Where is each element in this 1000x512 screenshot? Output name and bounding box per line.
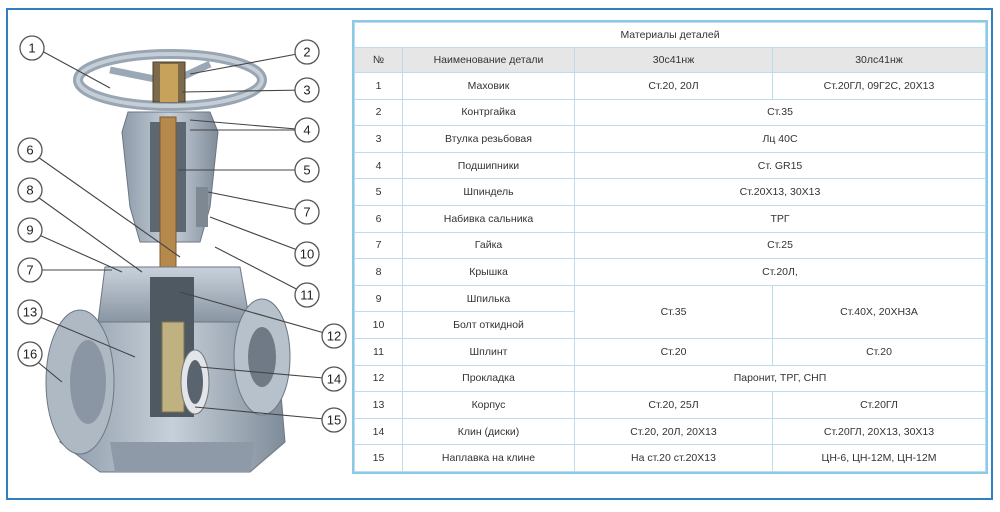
part-name: Подшипники (403, 152, 575, 179)
svg-text:1: 1 (28, 40, 36, 56)
part-name: Болт откидной (403, 312, 575, 339)
header-part-name: Наименование детали (403, 48, 575, 73)
material-common: Паронит, ТРГ, СНП (575, 365, 986, 392)
materials-table-container (352, 20, 988, 474)
material-common: ТРГ (575, 205, 986, 232)
material-2: ЦН-6, ЦН-12М, ЦН-12М (773, 445, 986, 472)
material-2: Ст.20ГЛ, 09Г2С, 20Х13 (773, 73, 986, 100)
table-row (355, 259, 986, 286)
row-number: 4 (355, 152, 403, 179)
table-row (355, 418, 986, 445)
svg-text:8: 8 (26, 182, 34, 198)
part-name: Маховик (403, 73, 575, 100)
table-row (355, 205, 986, 232)
material-2: Ст.20ГЛ (773, 392, 986, 419)
row-number: 14 (355, 418, 403, 445)
part-name: Шпиндель (403, 179, 575, 206)
svg-text:11: 11 (300, 287, 314, 303)
svg-text:3: 3 (303, 82, 311, 98)
material-1: Ст.20, 25Л (575, 392, 773, 419)
table-row (355, 99, 986, 126)
table-header-row (355, 48, 986, 73)
row-number: 12 (355, 365, 403, 392)
svg-text:4: 4 (303, 122, 311, 138)
table-row (355, 126, 986, 153)
material-2-merged: Ст.40Х, 20ХН3А (773, 285, 986, 338)
table-row (355, 392, 986, 419)
header-number: № (355, 48, 403, 73)
callout-16 (18, 342, 42, 366)
header-material-30ls41nzh: 30лс41нж (773, 48, 986, 73)
row-number: 13 (355, 392, 403, 419)
table-row (355, 285, 986, 312)
row-number: 10 (355, 312, 403, 339)
material-common: Ст.35 (575, 99, 986, 126)
material-1: На ст.20 ст.20Х13 (575, 445, 773, 472)
table-row (355, 232, 986, 259)
part-name: Клин (диски) (403, 418, 575, 445)
callout-11 (295, 283, 319, 307)
row-number: 9 (355, 285, 403, 312)
material-common: Ст.20Х13, 30Х13 (575, 179, 986, 206)
table-row (355, 338, 986, 365)
svg-text:13: 13 (22, 304, 38, 320)
material-2: Ст.20ГЛ, 20Х13, 30Х13 (773, 418, 986, 445)
materials-table (354, 22, 986, 472)
callout-14 (322, 367, 346, 391)
table-caption: Материалы деталей (355, 23, 986, 48)
svg-text:6: 6 (26, 142, 34, 158)
row-number: 7 (355, 232, 403, 259)
part-name: Шплинт (403, 338, 575, 365)
table-row (355, 365, 986, 392)
callout-1 (20, 36, 44, 60)
gate-valve-cutaway-drawing (10, 22, 355, 482)
callout-12 (322, 324, 346, 348)
header-material-30s41nzh: 30с41нж (575, 48, 773, 73)
callout-4 (295, 118, 319, 142)
svg-text:2: 2 (303, 44, 311, 60)
part-name: Набивка сальника (403, 205, 575, 232)
row-number: 3 (355, 126, 403, 153)
svg-text:14: 14 (326, 371, 342, 387)
callout-8 (18, 178, 42, 202)
material-1: Ст.20 (575, 338, 773, 365)
svg-text:10: 10 (299, 246, 315, 262)
callout-13 (18, 300, 42, 324)
callout-7-left (18, 258, 42, 282)
svg-text:7: 7 (303, 204, 311, 220)
svg-text:5: 5 (303, 162, 311, 178)
material-common: Ст.20Л, (575, 259, 986, 286)
material-common: Лц 40С (575, 126, 986, 153)
callout-9 (18, 218, 42, 242)
material-common: Ст.25 (575, 232, 986, 259)
part-name: Гайка (403, 232, 575, 259)
material-2: Ст.20 (773, 338, 986, 365)
table-row (355, 445, 986, 472)
part-name: Крышка (403, 259, 575, 286)
row-number: 1 (355, 73, 403, 100)
material-1: Ст.20, 20Л (575, 73, 773, 100)
svg-text:15: 15 (326, 412, 342, 428)
material-common: Ст. GR15 (575, 152, 986, 179)
callout-7-right (295, 200, 319, 224)
part-name: Наплавка на клине (403, 445, 575, 472)
callout-10 (295, 242, 319, 266)
row-number: 8 (355, 259, 403, 286)
row-number: 6 (355, 205, 403, 232)
table-row (355, 179, 986, 206)
material-1: Ст.20, 20Л, 20Х13 (575, 418, 773, 445)
callout-5 (295, 158, 319, 182)
svg-text:9: 9 (26, 222, 34, 238)
part-name: Контргайка (403, 99, 575, 126)
part-name: Корпус (403, 392, 575, 419)
row-number: 5 (355, 179, 403, 206)
material-1-merged: Ст.35 (575, 285, 773, 338)
callout-6 (18, 138, 42, 162)
callout-2 (295, 40, 319, 64)
callout-15 (322, 408, 346, 432)
part-name: Прокладка (403, 365, 575, 392)
part-name: Шпилька (403, 285, 575, 312)
callout-3 (295, 78, 319, 102)
part-name: Втулка резьбовая (403, 126, 575, 153)
svg-text:12: 12 (326, 328, 342, 344)
row-number: 11 (355, 338, 403, 365)
table-row (355, 152, 986, 179)
svg-text:16: 16 (22, 346, 38, 362)
row-number: 15 (355, 445, 403, 472)
row-number: 2 (355, 99, 403, 126)
table-row (355, 73, 986, 100)
svg-text:7: 7 (26, 262, 34, 278)
